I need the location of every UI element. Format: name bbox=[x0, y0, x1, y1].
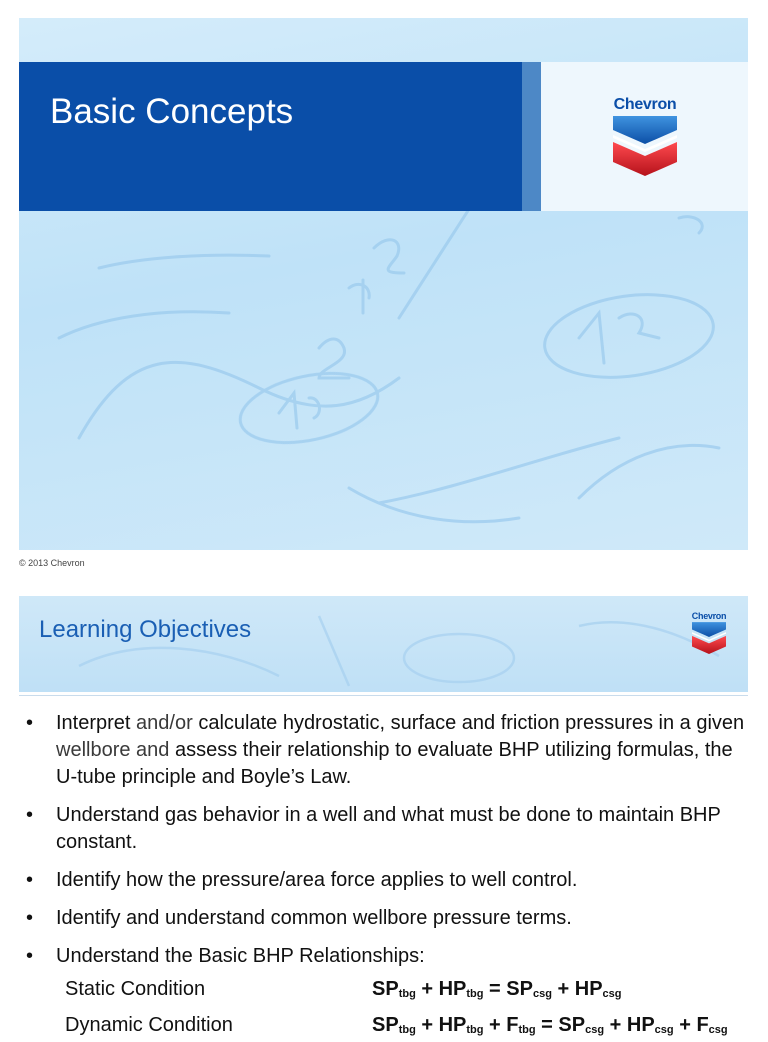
list-item: • Understand gas behavior in a well and what must be done to maintain BHP constant. bbox=[26, 804, 721, 853]
slide-header bbox=[19, 596, 748, 692]
list-item: • Identify how the pressure/area force applies to well control. bbox=[19, 867, 748, 894]
slide-learning-objectives bbox=[19, 596, 748, 1036]
slide-basic-concepts bbox=[19, 18, 748, 550]
chevron-logo-icon bbox=[689, 611, 729, 660]
list-item: • Identify and understand common wellbore pressure terms. bbox=[19, 905, 748, 932]
bullet-icon: • bbox=[26, 907, 34, 929]
dynamic-condition-row bbox=[19, 1014, 748, 1042]
condition-label: Static Condition bbox=[65, 978, 206, 1000]
chevron-logo-icon bbox=[609, 96, 681, 183]
slide-title: Basic Concepts bbox=[50, 92, 294, 131]
header-divider bbox=[19, 695, 748, 696]
chevron-emblem-icon bbox=[609, 114, 681, 178]
logo-wordmark: Chevron bbox=[691, 611, 727, 621]
condition-formula: $SP_{tbg} + HP_{tbg} = SP_{csg} + HP_{csg}$ bbox=[372, 978, 622, 1000]
bhp-relationships bbox=[19, 978, 748, 1034]
bullet-icon: • bbox=[26, 712, 34, 734]
copyright-notice: © 2013 Chevron bbox=[19, 558, 85, 568]
header-math-sketch-icon bbox=[19, 596, 748, 692]
title-band-accent bbox=[522, 62, 541, 211]
bullet-icon: • bbox=[26, 869, 34, 891]
logo-wordmark: Chevron bbox=[613, 96, 677, 113]
bullet-icon: • bbox=[26, 945, 34, 967]
objectives-list bbox=[19, 710, 748, 981]
chevron-emblem-icon bbox=[689, 621, 729, 655]
slide-title: Learning Objectives bbox=[39, 616, 252, 643]
static-condition-row bbox=[19, 978, 748, 1006]
condition-label: Dynamic Condition bbox=[65, 1014, 233, 1036]
list-item: • Understand the Basic BHP Relationships: bbox=[19, 943, 748, 970]
list-item: • Interpret and/or calculate hydrostatic, surface and friction pressures in a given wellbore and assess their relationship to evaluate BHP utilizing formulas, the U-tube principle and Boyle’s Law. bbox=[26, 712, 745, 788]
bullet-icon: • bbox=[26, 804, 34, 826]
title-band bbox=[19, 62, 522, 211]
condition-formula: $SP_{tbg} + HP_{tbg} + F_{tbg} = SP_{csg} + HP_{csg} + F_{csg}$ bbox=[372, 1014, 728, 1036]
